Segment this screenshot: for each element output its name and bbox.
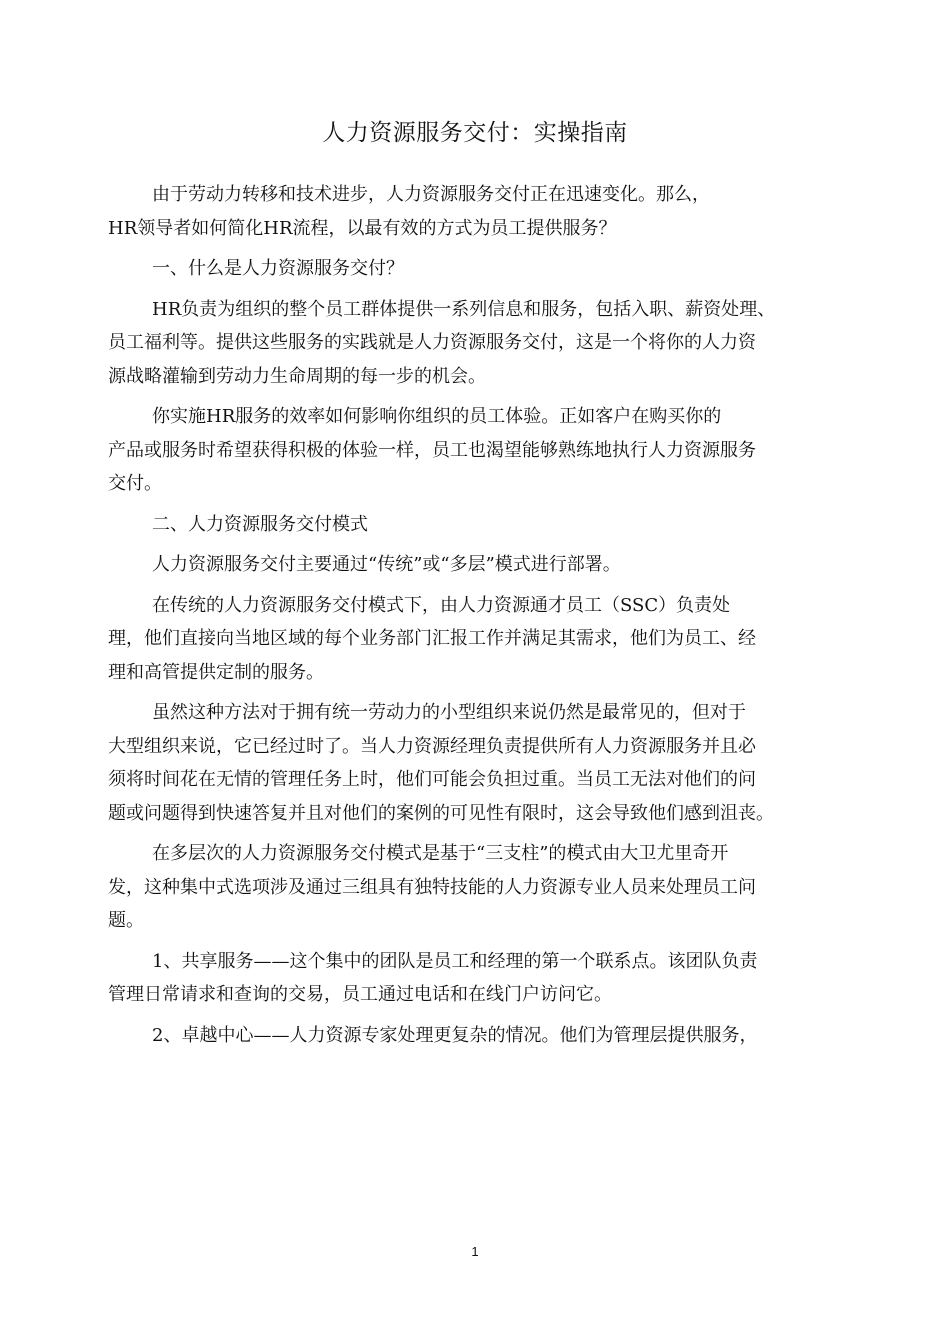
paragraph-line: 虽然这种方法对于拥有统一劳动力的小型组织来说仍然是最常见的，但对于 [152,702,746,723]
paragraph-line: 员工福利等。提供这些服务的实践就是人力资源服务交付，这是一个将你的人力资 [108,332,756,353]
list-item-line: 1、共享服务——这个集中的团队是员工和经理的第一个联系点。该团队负责 [152,950,758,972]
paragraph-line: HR负责为组织的整个员工群体提供一系列信息和服务，包括入职、薪资处理、 [152,298,776,320]
paragraph-line: 产品或服务时希望获得积极的体验一样，员工也渴望能够熟练地执行人力资源服务 [108,439,756,461]
paragraph-hr-services [108,293,842,394]
paragraph-line: 须将时间花在无情的管理任务上时，他们可能会负担过重。当员工无法对他们的问 [108,769,756,790]
section-heading-line: 一、什么是人力资源服务交付？ [152,258,404,279]
paragraph-line: HR领导者如何简化HR流程，以最有效的方式为员工提供服务？ [108,217,617,239]
list-item-centers-of-excellence [108,1019,842,1053]
paragraph-line: 大型组织来说，它已经过时了。当人力资源经理负责提供所有人力资源服务并且必 [108,735,756,757]
paragraph-intro [108,178,842,245]
section-heading-line: 二、人力资源服务交付模式 [152,513,368,535]
paragraph-line: 在传统的人力资源服务交付模式下，由人力资源通才员工（SSC）负责处 [152,594,731,616]
paragraph-line: 理，他们直接向当地区域的每个业务部门汇报工作并满足其需求，他们为员工、经 [108,628,756,649]
paragraph-line: 人力资源服务交付主要通过“传统”或“多层”模式进行部署。 [152,554,621,575]
page-number: 1 [471,1244,479,1259]
paragraph-line: 源战略灌输到劳动力生命周期的每一步的机会。 [108,365,486,387]
paragraph-line: 发，这种集中式选项涉及通过三组具有独特技能的人力资源专业人员来处理员工问 [108,876,756,898]
paragraph-line: 交付。 [108,473,162,494]
paragraph-line: 题。 [108,910,144,931]
document-body [108,178,842,1059]
paragraph-deployment-models [108,548,842,582]
section-heading-delivery-models [108,508,842,542]
section-heading-what-is [108,252,842,286]
paragraph-traditional-model [108,589,842,690]
document-title: 人力资源服务交付：实操指南 [322,120,628,146]
list-item-shared-services [108,945,842,1012]
list-item-line: 2、卓越中心——人力资源专家处理更复杂的情况。他们为管理层提供服务， [152,1024,758,1046]
paragraph-multi-tier-model [108,837,842,938]
paragraph-line: 在多层次的人力资源服务交付模式是基于“三支柱”的模式由大卫尤里奇开 [152,843,729,864]
list-item-line: 管理日常请求和查询的交易，员工通过电话和在线门户访问它。 [108,984,612,1005]
paragraph-line: 理和高管提供定制的服务。 [108,661,324,683]
paragraph-line: 你实施HR服务的效率如何影响你组织的员工体验。正如客户在购买你的 [152,406,722,427]
paragraph-outdated-approach [108,696,842,830]
paragraph-line: 题或问题得到快速答复并且对他们的案例的可见性有限时，这会导致他们感到沮丧。 [108,802,774,824]
paragraph-employee-experience [108,400,842,501]
paragraph-line: 由于劳动力转移和技术进步，人力资源服务交付正在迅速变化。那么， [152,184,710,205]
